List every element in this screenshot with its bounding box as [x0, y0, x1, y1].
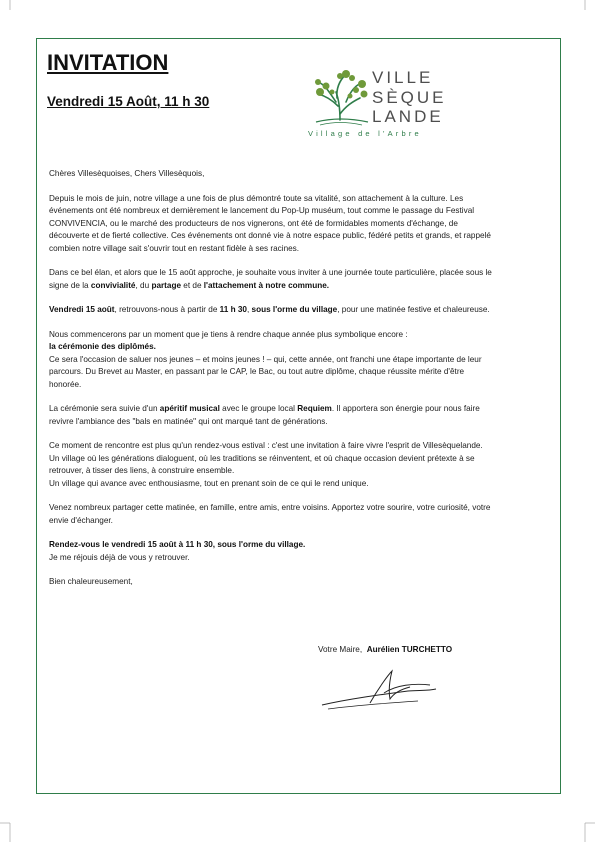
bold-run: apéritif musical [159, 404, 220, 413]
logo-tagline: Village de l'Arbre [308, 129, 422, 138]
handwritten-signature [318, 665, 448, 713]
text-run: Dans ce bel élan, et alors que le 15 août approche, je souhaite vous inviter à une journée toute particulière, placée sous le signe de la [49, 268, 492, 290]
text-run: Un village où les générations dialoguent, où les traditions se réinventent, et où chaque occasion devient prétexte à se retrouver, à tisser des liens, à construire ensemble. [49, 453, 475, 475]
text-run: Ce sera l'occasion de saluer nos jeunes – et moins jeunes ! – qui, cette année, ont franchi une étape importante de leur parcours. Du Brevet au Master, en passant par le CAP, le Bac, ou tout autre diplôme, chaque réussite mérite d'être honorée. [49, 354, 482, 389]
paragraph-spirit [49, 440, 497, 490]
text-run: Nous commencerons par un moment que je tiens à rendre chaque année plus symbolique encore : [49, 329, 408, 339]
text-run: . Il apportera son énergie pour nous faire revivre l'ambiance des "bals en matinée" qui ont marqué tant de générations. [49, 404, 480, 426]
paragraph-aperitif [49, 403, 497, 428]
paragraph-meeting [49, 304, 497, 317]
bold-run: l'attachement à notre commune. [203, 280, 330, 290]
bold-run: Rendez-vous le vendredi 15 août à 11 h 30, sous l'orme du village. [49, 540, 306, 549]
letter-body [49, 168, 497, 601]
bold-run: convivialité [90, 280, 136, 290]
text-run: Ce moment de rencontre est plus qu'un rendez-vous estival : c'est une invitation à faire vivre l'esprit de Villesèquelande. [49, 441, 483, 450]
event-date-heading: Vendredi 15 Août, 11 h 30 [47, 94, 210, 109]
paragraph-events: Depuis le mois de juin, notre village a une fois de plus démontré toute sa vitalité, son attachement à la culture. Les événements ont été nombreux et dernièrement le lancement du Pop-Up muséum, tout comme le passage du Festival CONVIVENCIA, ou le marché des producteurs de nos vignerons, ont été de formidables moments d'échange, de découverte et de fierté collective. Ces événements ont donné vie à notre espace public, fédéré petits et grands, et rappelé combien notre village sait s'ouvrir tout en restant fidèle à ses racines. [49, 193, 491, 253]
bold-run: Requiem [297, 404, 332, 413]
bold-run: la cérémonie des diplômés. [49, 342, 156, 351]
paragraph-invitation [49, 267, 497, 292]
greeting: Chères Villesèquoises, Chers Villesèquois, [49, 169, 205, 178]
text-run: , pour une matinée festive et chaleureuse. [337, 305, 490, 314]
text-run: Un village qui avance avec enthousiasme, tout en prenant soin de ce qui le rend unique. [49, 478, 369, 488]
logo-word-ville: VILLE [372, 68, 434, 87]
bold-run: Vendredi 15 août [49, 305, 115, 314]
mayor-name: Aurélien TURCHETTO [366, 645, 453, 654]
mayor-role: Votre Maire, [318, 645, 363, 654]
logo-word-seque: SÈQUE [372, 88, 447, 107]
text-run: , du [135, 280, 152, 290]
paragraph-rendezvous [49, 539, 497, 564]
bold-run: sous l'orme du village [251, 305, 338, 314]
bold-run: 11 h 30 [219, 305, 247, 314]
paragraph-come: Venez nombreux partager cette matinée, en famille, entre amis, entre voisins. Apportez votre sourire, votre curiosité, votre envie d'échanger. [49, 503, 491, 525]
page-title: INVITATION [47, 50, 169, 75]
text-run: Je me réjouis déjà de vous y retrouver. [49, 552, 190, 562]
text-run: La cérémonie sera suivie d'un [49, 404, 160, 413]
logo-word-lande: LANDE [372, 107, 444, 126]
closing: Bien chaleureusement, [49, 577, 133, 586]
paragraph-ceremony [49, 329, 497, 392]
text-run: , retrouvons-nous à partir de [114, 305, 220, 314]
bold-run: partage [151, 280, 182, 290]
text-run: , [246, 305, 252, 314]
text-run: avec le groupe local [219, 404, 298, 413]
text-run: et de [181, 280, 204, 290]
signature-block [318, 645, 452, 654]
